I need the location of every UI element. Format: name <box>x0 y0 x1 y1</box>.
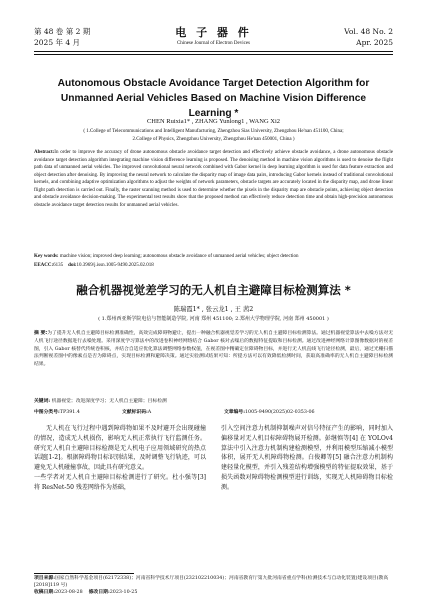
doi-label: doi: <box>68 263 77 268</box>
header-center <box>34 26 393 48</box>
title-cn: 融合机器视觉差学习的无人机自主避障目标检测算法 * <box>76 283 351 297</box>
body-column-left: 无人机在飞行过程中遇到障碍物如果不及时避开会出现碰撞的情况，造成无人机损伤，影响无人机正常执行飞行监测任务。研究无人机自主避障目标检测是无人机电子应用领域研究的热点话题[1-2]。根据障碍物目标识别结果，及时调整飞行轨迹，可以避免无人机碰撞事故，因此具有研究意义。 一些学者对无人机自主避障目标检测进行了研究。杜小强等[3] 将 ResNet-50 残差网络作为基础， <box>34 425 206 491</box>
fund-line <box>34 575 393 589</box>
received-date: 2023-08-28 <box>54 590 83 595</box>
affiliation-en-2: 2.College of Physics, Zhengzhou University, Zhengzhou He'nan 450001, China ) <box>132 136 295 142</box>
dates-line <box>34 589 393 596</box>
date-en: Apr. 2025 <box>356 38 393 47</box>
article-no-label: 文章编号: <box>224 409 245 415</box>
clc-label: 中图分类号: <box>34 409 60 415</box>
keywords-cn-label: 关键词: <box>34 398 51 404</box>
abstract-en-text: In order to improve the accuracy of drone autonomous obstacle avoidance target detection and effectively achieve obstacle avoidance, a drone autonomous obstacle avoidance target detection algorithm integrating machine vision difference learning is proposed. The denoising method in machine vision algorithms is used to denoise the flight path data of unmanned aerial vehicles. The improved convolutional neural network combined with Gabor kernel in deep learning algorithm is used for data feature extraction and object detection after denoising. By improving the neural network to calculate the disparity map of image data pairs, introducing Gabor kernels instead of traditional convolutional kernels, and combining adaptive optimization algorithms to adjust the weights of network parameters, obstacle targets are accurately located in the disparity map, and drone linear flight path detection is carried out. Finally, the raster scanning method is used to determine whether the pixels in the disparity map are obstacle points, achieving object detection and obstacle avoidance decision-making. The experimental test results show that the proposed method can effectively reduce detection time and obtain high-precision autonomous obstacle avoidance target detection results for unmanned aerial vehicles. <box>34 150 393 208</box>
journal-name-cn: 电 子 器 件 <box>175 26 252 39</box>
keywords-cn-text: 机器视觉；改进深度学习；无人机自主避障；目标检测 <box>51 399 167 404</box>
footnote <box>34 575 393 596</box>
affiliation-cn: ( 1.郑州西亚斯学院电信与智能制造学院, 河南 郑州 451100; 2.郑州大学物理学院, 河南 郑州 450001 ) <box>98 316 329 322</box>
footnote-rule <box>34 573 134 574</box>
authors-en: CHEN Ruixia1* , ZHANG Yunlong1 , WANG Xi2 <box>146 118 281 125</box>
volume-en: Vol. 48 No. 2 <box>344 27 393 36</box>
received-label: 收稿日期: <box>34 589 55 595</box>
doi-value: 10.3969/j.issn.1005-9490.2025.02.018 <box>76 263 154 268</box>
abstract-cn-label: 摘 要: <box>34 331 48 336</box>
eeacc-label: EEACC: <box>34 263 54 268</box>
journal-name-en: Chinese Journal of Electron Devices <box>176 41 251 46</box>
affiliation-en <box>40 128 387 143</box>
doc-code-value: A <box>147 410 152 415</box>
header-right <box>344 26 393 48</box>
authors-cn: 陈瑞霞1* , 张云龙1 , 王 茜2 <box>173 306 254 313</box>
keywords-en-label: Key words: <box>34 254 59 259</box>
article-no-field <box>224 409 315 417</box>
clc-field <box>34 409 80 417</box>
fund-label: 项目来源: <box>34 575 55 581</box>
fund-text: 国家自然科学基金项目(62172338)；河南省科学技术厅项目(232102210034)；河南省教育厅第九批河南省重点学科(检测技术与自动化装置)建设项目(教高[2018]119 号) <box>34 576 389 588</box>
revised-date: 2023-10-25 <box>109 590 138 595</box>
affiliation-en-1: ( 1.College of Telecommunications and Intelligent Manufacturing, Zhengzhou Sias University, Zhengzhou He'nan 451100, China; <box>83 129 344 134</box>
revised-label: 修改日期: <box>88 589 110 595</box>
doc-code-field <box>122 409 151 417</box>
classification-row <box>34 409 393 418</box>
header-rule-thick <box>34 51 393 52</box>
abstract-en <box>34 149 393 209</box>
body-column-right: 引入空间注意力机制抑制噪声对信号特征产生的影响，同时加入偏移量对无人机目标障碍物展开检测。彭继慎等[4] 在 YOLOv4 算法中引入注意力机制构建检测模型，并利用模型压缩减小模型体积，展开无人机障碍物检测。白俊卿等[5] 融合注意力机制构建轻量化模型，并引入残差结构增强模型的特征提取效果，基于损失函数对障碍物检测模型进行训练，实现无人机障碍物目标检测。 <box>221 425 393 491</box>
title-en: Autonomous Obstacle Avoidance Target Detection Algorithm for Unmanned Aerial Vehicles Based on Machine Vision Difference Learning * <box>57 78 370 119</box>
article-no-value: 1005-9490(2025)02-0353-06 <box>244 410 315 415</box>
eeacc-doi-line <box>34 262 393 270</box>
keywords-en <box>34 253 393 261</box>
eeacc-value: 6135 <box>53 263 64 268</box>
doc-code-label: 文献标识码: <box>122 409 148 415</box>
date-cn: 2025 年 4 月 <box>34 38 81 47</box>
abstract-cn <box>34 330 393 369</box>
clc-value: TP391.4 <box>59 410 80 415</box>
volume-cn: 第 48 卷 第 2 期 <box>34 27 91 36</box>
header-rule-thin <box>34 54 393 55</box>
keywords-en-text: machine vision; improved deep learning; autonomous obstacle avoidance of unmanned aerial vehicles; object detection <box>59 254 299 259</box>
keywords-cn <box>34 398 393 406</box>
abstract-en-label: Abstract: <box>34 150 55 155</box>
abstract-cn-text: 为了提升无人机自主避障目标检测准确性，高效完成障碍物避让，提出一种融合机器视觉差学习的无人机自主避障目标检测算法。通过机器视觉算法中去噪方法对无人机飞行途径数据进行去噪处理。采用深度学习算法中的改进卷积神经网络结合 Gabor 核对去噪后的数据特征提取和目标检测。通过改进神经网络计算图像数据对的视差图，引入 Gabor 核替代传统卷积核，并结合自适应优化算法调整网络参数权值，在视差图中精确定位障碍物目标，并进行无人机直线飞行途径检测，最后，通过光栅扫描法判断视差图中的像素点是否为障碍点，实现目标检测和避障决策。通过实验测试结果可知：所提方法可以有效降低检测时间，获取高准确率的无人机自主避障目标检测结果。 <box>34 331 393 368</box>
